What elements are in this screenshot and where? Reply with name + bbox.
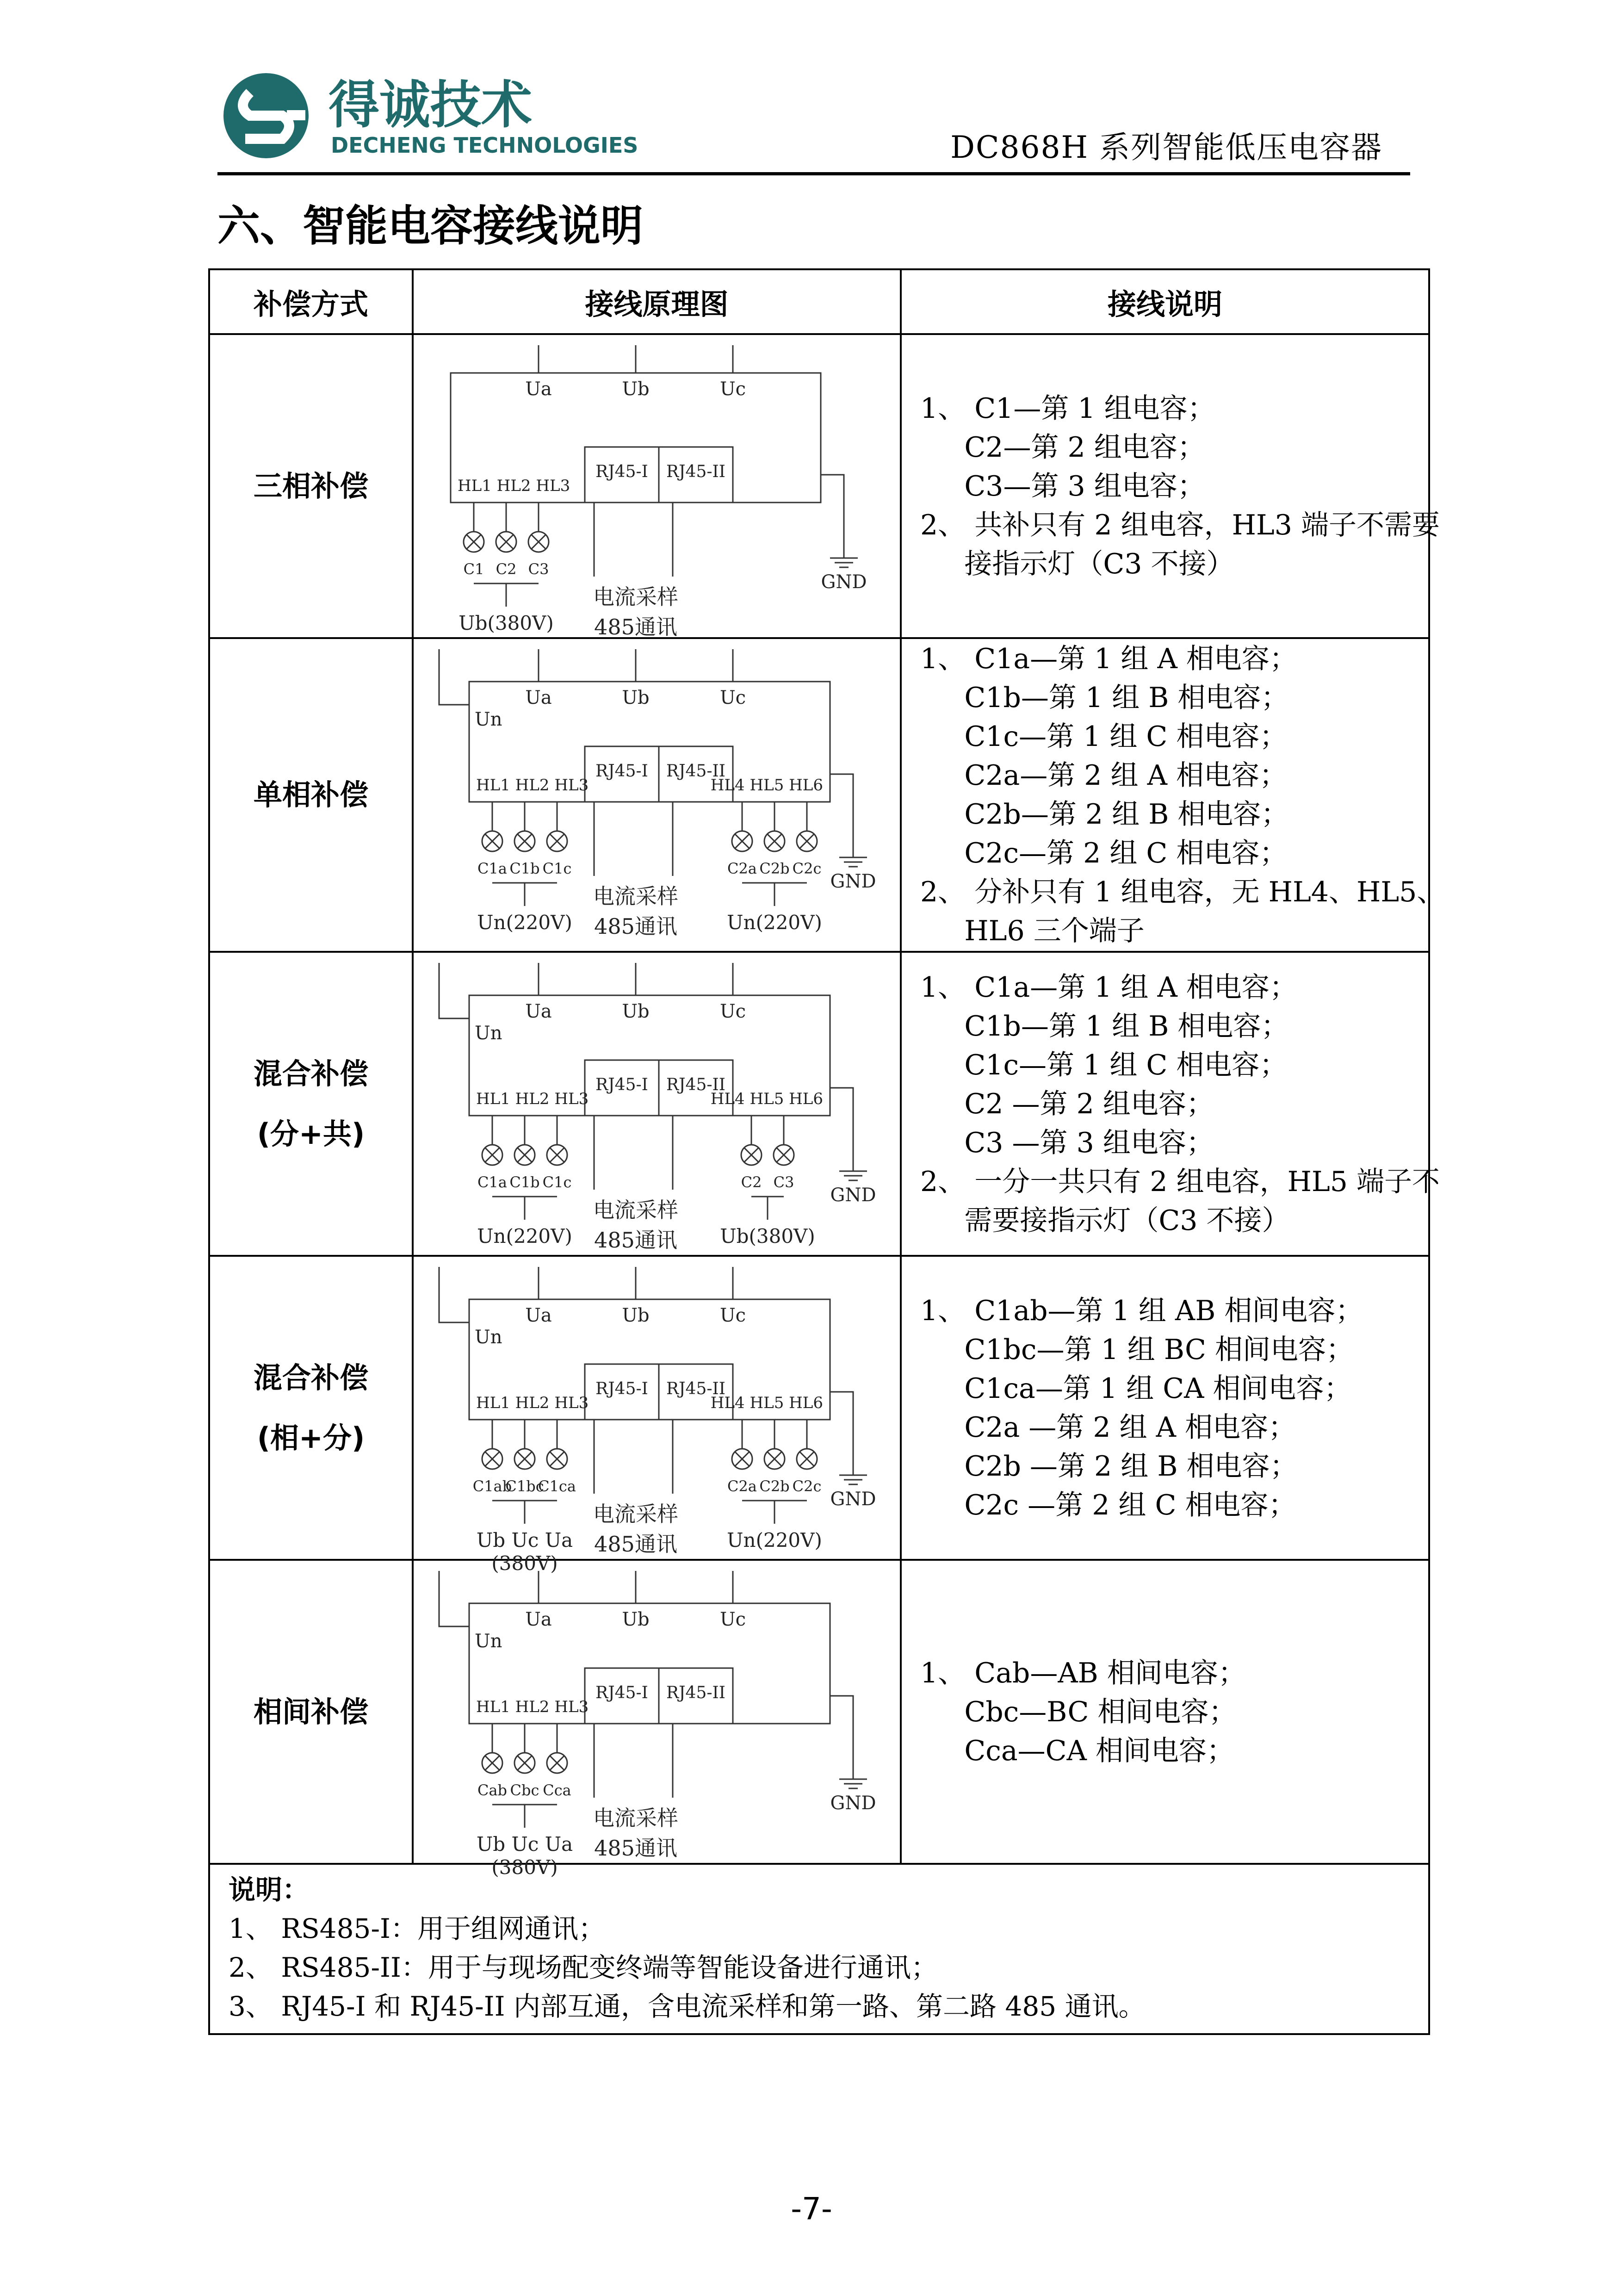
terminal-label-un: Un xyxy=(475,1326,502,1348)
notes-list xyxy=(229,1909,1400,2026)
comm-label: 485通讯 xyxy=(594,914,677,939)
terminal-label: Ub xyxy=(622,1000,650,1022)
indicator-lamp-icon xyxy=(482,1449,502,1469)
indicator-lamp-icon xyxy=(732,1449,752,1469)
hl-terminals-left: HL1 HL2 HL3 xyxy=(476,1393,589,1412)
rj45-label: RJ45-I xyxy=(595,762,648,781)
notes-row xyxy=(209,1864,1429,2034)
indicator-lamp-icon xyxy=(547,831,567,851)
description-line: C2c —第 2 组 C 相电容； xyxy=(920,1489,1296,1521)
capacitor-label: C1ab xyxy=(472,1477,512,1495)
indicator-lamp-icon xyxy=(547,1449,567,1469)
notes-cell xyxy=(209,1864,1429,2034)
wiring-diagram xyxy=(414,1562,902,1879)
indicator-lamp-icon xyxy=(547,1145,567,1165)
capacitor-label: C3 xyxy=(528,560,549,578)
capacitor-label: C1b xyxy=(509,1173,540,1191)
hl-terminals-right: HL4 HL5 HL6 xyxy=(710,1393,823,1412)
description-line: C1bc—第 1 组 BC 相间电容； xyxy=(920,1333,1354,1366)
description-line: C1b—第 1 组 B 相电容； xyxy=(920,682,1289,714)
terminal-label: Ub xyxy=(622,687,650,708)
description-line: 1、 Cab—AB 相间电容； xyxy=(920,1657,1246,1689)
description-line: 2、 分补只有 1 组电容，无 HL4、HL5、 xyxy=(920,876,1445,908)
note-item: 3、 RJ45-I 和 RJ45-II 内部互通，含电流采样和第一路、第二路 485 通讯。 xyxy=(229,1991,1146,2022)
hl-terminals-right: HL4 HL5 HL6 xyxy=(710,776,823,794)
description-list xyxy=(920,1291,1428,1525)
mode-label: (分+共) xyxy=(257,1117,365,1151)
description-line: C1c—第 1 组 C 相电容； xyxy=(920,720,1288,753)
supply-label-left: (380V) xyxy=(491,1551,558,1575)
hl-terminals-left: HL1 HL2 HL3 xyxy=(458,476,570,495)
company-name-en: DECHENG TECHNOLOGIES xyxy=(331,133,638,158)
table-row xyxy=(209,334,1429,638)
terminal-label: Ua xyxy=(525,687,552,708)
diagram-cell xyxy=(413,638,901,952)
description-line: C2b —第 2 组 B 相电容； xyxy=(920,1450,1298,1483)
ground-label: GND xyxy=(821,571,867,593)
capacitor-label: C1 xyxy=(463,560,484,578)
diagram-cell xyxy=(413,1560,901,1879)
header-diagram: 接线原理图 xyxy=(413,269,901,334)
indicator-lamp-icon xyxy=(514,1753,535,1773)
description-cell xyxy=(901,1560,1429,1864)
terminal-label: Uc xyxy=(719,1000,746,1022)
capacitor-label: C1a xyxy=(477,860,507,877)
description-cell xyxy=(901,952,1440,1256)
hl-terminals-right: HL4 HL5 HL6 xyxy=(710,1089,823,1108)
mode-label: 单相补偿 xyxy=(253,778,368,812)
description-line: 2、 共补只有 2 组电容，HL3 端子不需要 xyxy=(920,509,1440,541)
indicator-lamp-icon xyxy=(741,1145,762,1165)
description-list xyxy=(920,639,1445,950)
capacitor-label: C1b xyxy=(509,860,540,877)
note-item: 1、 RS485-I：用于组网通讯； xyxy=(229,1913,605,1944)
indicator-lamp-icon xyxy=(732,831,752,851)
description-line: HL6 三个端子 xyxy=(920,915,1145,947)
wiring-diagram xyxy=(414,640,902,950)
comm-label: 电流采样 xyxy=(593,1501,678,1527)
description-line: Cbc—BC 相间电容； xyxy=(920,1695,1237,1728)
hl-terminals-left: HL1 HL2 HL3 xyxy=(476,1697,589,1716)
comm-label: 电流采样 xyxy=(593,584,678,609)
rj45-label: RJ45-II xyxy=(666,1075,725,1094)
capacitor-label: C1c xyxy=(542,860,572,877)
capacitor-label: C1ca xyxy=(538,1477,576,1495)
header-description: 接线说明 xyxy=(901,269,1429,334)
terminal-label: Uc xyxy=(719,687,746,708)
description-line: 2、 一分一共只有 2 组电容，HL5 端子不 xyxy=(920,1165,1440,1198)
indicator-lamp-icon xyxy=(774,1145,794,1165)
company-logo xyxy=(217,65,638,171)
table-row xyxy=(209,1560,1429,1864)
capacitor-label: C2a xyxy=(727,860,757,877)
description-line: C1ca—第 1 组 CA 相间电容； xyxy=(920,1372,1352,1405)
indicator-lamp-icon xyxy=(797,831,817,851)
terminal-label: Ub xyxy=(622,378,650,400)
description-line: 1、 C1a—第 1 组 A 相电容； xyxy=(920,643,1297,675)
ground-label: GND xyxy=(830,1488,876,1510)
diagram-cell xyxy=(413,952,901,1256)
description-line: C1b—第 1 组 B 相电容； xyxy=(920,1010,1289,1043)
rj45-label: RJ45-II xyxy=(666,1683,725,1702)
indicator-lamp-icon xyxy=(528,532,549,552)
ground-icon xyxy=(839,857,867,867)
terminal-label-un: Un xyxy=(475,709,502,730)
description-line: 接指示灯（C3 不接） xyxy=(920,547,1234,580)
ground-label: GND xyxy=(830,1792,876,1814)
header-divider xyxy=(217,172,1410,175)
capacitor-label: C1a xyxy=(477,1173,507,1191)
indicator-lamp-icon xyxy=(764,1449,785,1469)
ground-icon xyxy=(839,1779,867,1788)
terminal-label: Ua xyxy=(525,378,552,400)
wiring-diagram xyxy=(414,954,902,1254)
capacitor-label: Cbc xyxy=(510,1781,539,1799)
capacitor-label: C2b xyxy=(759,1477,790,1495)
description-line: 1、 C1ab—第 1 组 AB 相间电容； xyxy=(920,1294,1363,1327)
capacitor-label: C1c xyxy=(542,1173,572,1191)
terminal-label: Uc xyxy=(719,1304,746,1326)
notes-title: 说明： xyxy=(229,1874,310,1905)
supply-label-left: Ub Uc Ua xyxy=(476,1528,573,1551)
page-number: -7- xyxy=(791,2191,832,2227)
ground-icon xyxy=(839,1475,867,1484)
wiring-diagram xyxy=(414,336,902,637)
indicator-lamp-icon xyxy=(797,1449,817,1469)
capacitor-label: C2 xyxy=(741,1173,762,1191)
table-row xyxy=(209,1256,1429,1560)
description-line: C2a —第 2 组 A 相电容； xyxy=(920,1411,1296,1444)
table-header-row xyxy=(209,269,1429,334)
ground-icon xyxy=(830,558,858,567)
capacitor-label: C2c xyxy=(792,1477,822,1495)
mode-cell xyxy=(209,1560,413,1864)
section-title: 六、智能电容接线说明 xyxy=(217,201,644,251)
indicator-lamp-icon xyxy=(764,831,785,851)
capacitor-label: C2a xyxy=(727,1477,757,1495)
mode-label: 相间补偿 xyxy=(253,1694,368,1729)
mode-label: 三相补偿 xyxy=(253,469,368,503)
terminal-label-un: Un xyxy=(475,1630,502,1652)
terminal-label: Ua xyxy=(525,1304,552,1326)
mode-cell xyxy=(209,1256,413,1560)
comm-label: 电流采样 xyxy=(593,1197,678,1222)
comm-label: 电流采样 xyxy=(593,884,678,909)
capacitor-label: C1bc xyxy=(505,1477,544,1495)
mode-cell xyxy=(209,334,413,638)
supply-label-right: Ub(380V) xyxy=(720,1224,815,1247)
indicator-lamp-icon xyxy=(514,831,535,851)
comm-label: 电流采样 xyxy=(593,1805,678,1831)
description-line: C3 —第 3 组电容； xyxy=(920,1126,1214,1159)
wiring-diagram xyxy=(414,1258,902,1575)
description-line: C2c—第 2 组 C 相电容； xyxy=(920,837,1288,869)
rj45-label: RJ45-I xyxy=(595,1379,648,1398)
terminal-label: Uc xyxy=(719,378,746,400)
supply-label-left: Un(220V) xyxy=(477,1224,572,1247)
wiring-table xyxy=(208,268,1445,2035)
indicator-lamp-icon xyxy=(482,1753,502,1773)
description-list xyxy=(920,1654,1428,1770)
capacitor-label: Cca xyxy=(543,1781,571,1799)
indicator-lamp-icon xyxy=(514,1449,535,1469)
indicator-lamp-icon xyxy=(464,532,484,552)
diagram-cell xyxy=(413,1256,901,1575)
rj45-label: RJ45-I xyxy=(595,462,648,481)
terminal-label: Ua xyxy=(525,1608,552,1630)
description-cell xyxy=(901,334,1440,638)
terminal-label: Ub xyxy=(622,1304,650,1326)
company-name-cn: 得诚技术 xyxy=(328,75,532,135)
supply-label-left: (380V) xyxy=(491,1855,558,1879)
description-line: C2b—第 2 组 B 相电容； xyxy=(920,798,1289,831)
document-title: DC868H 系列智能低压电容器 xyxy=(950,130,1382,165)
mode-label: 混合补偿 xyxy=(253,1360,368,1395)
capacitor-label: C2 xyxy=(496,560,517,578)
capacitor-label: C3 xyxy=(773,1173,794,1191)
description-line: C2a—第 2 组 A 相电容； xyxy=(920,759,1288,792)
description-cell xyxy=(901,1256,1429,1560)
rj45-label: RJ45-II xyxy=(666,1379,725,1398)
table-row xyxy=(209,952,1429,1256)
comm-label: 485通讯 xyxy=(594,614,677,639)
supply-label-left: Ub(380V) xyxy=(458,611,554,634)
description-line: 需要接指示灯（C3 不接） xyxy=(920,1204,1290,1237)
indicator-lamp-icon xyxy=(547,1753,567,1773)
description-list xyxy=(920,389,1440,583)
description-line: C2 —第 2 组电容； xyxy=(920,1087,1214,1120)
capacitor-label: C2c xyxy=(792,860,822,877)
comm-label: 485通讯 xyxy=(594,1227,677,1253)
terminal-label: Ub xyxy=(622,1608,650,1630)
hl-terminals-left: HL1 HL2 HL3 xyxy=(476,776,589,794)
mode-cell xyxy=(209,638,413,952)
rj45-label: RJ45-I xyxy=(595,1683,648,1702)
comm-label: 485通讯 xyxy=(594,1835,677,1861)
ground-icon xyxy=(839,1171,867,1180)
description-line: C1c—第 1 组 C 相电容； xyxy=(920,1049,1288,1081)
ground-label: GND xyxy=(830,871,876,892)
description-list xyxy=(920,968,1440,1240)
supply-label-right: Un(220V) xyxy=(727,1528,822,1551)
supply-label-left: Un(220V) xyxy=(477,911,572,934)
supply-label-right: Un(220V) xyxy=(727,911,822,934)
description-line: Cca—CA 相间电容； xyxy=(920,1734,1234,1767)
terminal-label: Uc xyxy=(719,1608,746,1630)
terminal-label: Ua xyxy=(525,1000,552,1022)
description-line: C3—第 3 组电容； xyxy=(920,470,1205,503)
indicator-lamp-icon xyxy=(482,831,502,851)
diagram-cell xyxy=(413,334,901,638)
description-cell xyxy=(901,638,1445,952)
rj45-label: RJ45-II xyxy=(666,462,725,481)
hl-terminals-left: HL1 HL2 HL3 xyxy=(476,1089,589,1108)
capacitor-label: Cab xyxy=(477,1781,508,1799)
description-line: 1、 C1—第 1 组电容； xyxy=(920,392,1215,425)
rj45-label: RJ45-I xyxy=(595,1075,648,1094)
mode-label: (相+分) xyxy=(257,1421,365,1455)
mode-cell xyxy=(209,952,413,1256)
indicator-lamp-icon xyxy=(514,1145,535,1165)
terminal-label-un: Un xyxy=(475,1022,502,1044)
comm-label: 485通讯 xyxy=(594,1531,677,1557)
table-row xyxy=(209,638,1429,952)
mode-label: 混合补偿 xyxy=(253,1056,368,1091)
indicator-lamp-icon xyxy=(482,1145,502,1165)
supply-label-left: Ub Uc Ua xyxy=(476,1832,573,1855)
note-item: 2、 RS485-II：用于与现场配变终端等智能设备进行通讯； xyxy=(229,1952,938,1983)
header-mode: 补偿方式 xyxy=(209,269,413,334)
indicator-lamp-icon xyxy=(496,532,516,552)
description-line: C2—第 2 组电容； xyxy=(920,431,1205,464)
capacitor-label: C2b xyxy=(759,860,790,877)
description-line: 1、 C1a—第 1 组 A 相电容； xyxy=(920,971,1297,1004)
ground-label: GND xyxy=(830,1184,876,1206)
rj45-label: RJ45-II xyxy=(666,762,725,781)
